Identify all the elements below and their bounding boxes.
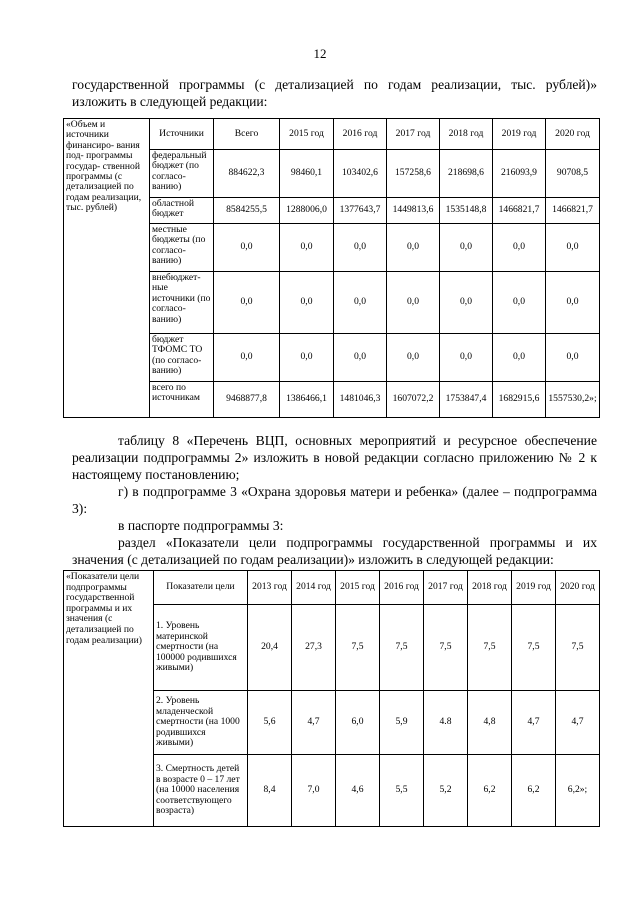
value-cell: 4.8 xyxy=(424,691,468,755)
indicator-cell: 3. Смертность детей в возрасте 0 – 17 лет (на 10000 населения соответствующего возраста) xyxy=(154,755,248,827)
total-cell: 9468877,8 xyxy=(214,382,280,418)
value-cell: 1535148,8 xyxy=(440,198,493,224)
value-cell: 7,5 xyxy=(512,605,556,691)
header-year: 2018 год xyxy=(468,571,512,605)
header-source: Источники xyxy=(150,119,214,150)
header-year: 2017 год xyxy=(387,119,440,150)
header-year: 2016 год xyxy=(334,119,387,150)
value-cell: 7,5 xyxy=(380,605,424,691)
paragraph-passport: в паспорте подпрограммы 3: xyxy=(118,518,284,533)
value-cell: 20,4 xyxy=(248,605,292,691)
value-cell: 0,0 xyxy=(280,224,334,272)
header-year: 2015 год xyxy=(280,119,334,150)
source-cell: бюджет ТФОМС ТО (по согласо- ванию) xyxy=(150,334,214,382)
indicator-cell: 1. Уровень материнской смертности (на 100000 родившихся живыми) xyxy=(154,605,248,691)
value-cell: 1466821,7 xyxy=(493,198,546,224)
value-cell: 1449813,6 xyxy=(387,198,440,224)
indicator-cell: 2. Уровень младенческой смертности (на 1000 родившихся живыми) xyxy=(154,691,248,755)
value-cell: 0,0 xyxy=(334,224,387,272)
value-cell: 98460,1 xyxy=(280,150,334,198)
value-cell: 6,2 xyxy=(468,755,512,827)
page-number: 12 xyxy=(313,46,327,61)
value-cell: 5,9 xyxy=(380,691,424,755)
value-cell: 4,6 xyxy=(336,755,380,827)
value-cell: 0,0 xyxy=(546,334,600,382)
financing-table xyxy=(63,118,600,418)
value-cell: 7,5 xyxy=(336,605,380,691)
header-year: 2015 год xyxy=(336,571,380,605)
intro-paragraph: государственной программы (с детализацией по годам реализации, тыс. рублей)» изложить в следующей редакции: xyxy=(72,77,597,109)
value-cell: 1481046,3 xyxy=(334,382,387,418)
header-year: 2020 год xyxy=(546,119,600,150)
value-cell: 0,0 xyxy=(387,224,440,272)
value-cell: 5,6 xyxy=(248,691,292,755)
table-lead-cell: «Объем и источники финансиро- вания под- программы государ- ственной программы (с детализацией по годам реализации, тыс. рублей) xyxy=(64,119,150,418)
value-cell: 8,4 xyxy=(248,755,292,827)
value-cell: 0,0 xyxy=(334,272,387,334)
value-cell: 5,2 xyxy=(424,755,468,827)
header-year: 2017 год xyxy=(424,571,468,605)
value-cell: 0,0 xyxy=(440,224,493,272)
total-cell: 8584255,5 xyxy=(214,198,280,224)
value-cell: 0,0 xyxy=(493,334,546,382)
value-cell: 1607072,2 xyxy=(387,382,440,418)
value-cell: 0,0 xyxy=(280,272,334,334)
value-cell: 27,3 xyxy=(292,605,336,691)
value-cell: 7,5 xyxy=(556,605,600,691)
value-cell: 0,0 xyxy=(493,224,546,272)
table-lead-cell: «Показатели цели подпрограммы государственной программы и их значения (с детализацией по годам реализации) xyxy=(64,571,154,827)
source-cell: местные бюджеты (по согласо- ванию) xyxy=(150,224,214,272)
value-cell: 7,5 xyxy=(424,605,468,691)
value-cell: 103402,6 xyxy=(334,150,387,198)
value-cell: 0,0 xyxy=(334,334,387,382)
value-cell: 157258,6 xyxy=(387,150,440,198)
source-cell: всего по источникам xyxy=(150,382,214,418)
table-header-row xyxy=(64,119,600,150)
source-cell: внебюджет- ные источники (по согласо- ванию) xyxy=(150,272,214,334)
header-year: 2016 год xyxy=(380,571,424,605)
total-cell: 0,0 xyxy=(214,224,280,272)
value-cell: 0,0 xyxy=(546,224,600,272)
paragraph-subprogram3: г) в подпрограмме 3 «Охрана здоровья матери и ребенка» (далее – подпрограмма 3): xyxy=(72,484,597,516)
value-cell: 0,0 xyxy=(440,334,493,382)
source-cell: областной бюджет xyxy=(150,198,214,224)
value-cell: 6,0 xyxy=(336,691,380,755)
value-cell: 90708,5 xyxy=(546,150,600,198)
total-cell: 0,0 xyxy=(214,272,280,334)
total-cell: 884622,3 xyxy=(214,150,280,198)
value-cell: 1386466,1 xyxy=(280,382,334,418)
value-cell: 7,0 xyxy=(292,755,336,827)
indicators-table xyxy=(63,570,600,827)
value-cell: 216093,9 xyxy=(493,150,546,198)
value-cell: 1288006,0 xyxy=(280,198,334,224)
value-cell: 1682915,6 xyxy=(493,382,546,418)
value-cell: 6,2 xyxy=(512,755,556,827)
header-indicator: Показатели цели xyxy=(154,571,248,605)
value-cell: 1466821,7 xyxy=(546,198,600,224)
value-cell: 4,7 xyxy=(512,691,556,755)
header-year: 2013 год xyxy=(248,571,292,605)
value-cell: 0,0 xyxy=(387,334,440,382)
header-year: 2019 год xyxy=(493,119,546,150)
value-cell: 4,8 xyxy=(468,691,512,755)
total-cell: 0,0 xyxy=(214,334,280,382)
value-cell: 4,7 xyxy=(556,691,600,755)
value-cell: 4,7 xyxy=(292,691,336,755)
header-total: Всего xyxy=(214,119,280,150)
value-cell: 7,5 xyxy=(468,605,512,691)
value-cell: 1377643,7 xyxy=(334,198,387,224)
paragraph-indicators: раздел «Показатели цели подпрограммы государственной программы и их значения (с детализацией по годам реализации)» изложить в следующей редакции: xyxy=(72,535,597,567)
value-cell: 1753847,4 xyxy=(440,382,493,418)
header-year: 2020 год xyxy=(556,571,600,605)
value-cell: 218698,6 xyxy=(440,150,493,198)
paragraph-table8: таблицу 8 «Перечень ВЦП, основных мероприятий и ресурсное обеспечение реализации подпрограммы 2» изложить в новой редакции согласно приложению № 2 к настоящему постановлению; xyxy=(72,433,597,482)
source-cell: федеральный бюджет (по согласо- ванию) xyxy=(150,150,214,198)
value-cell: 6,2»; xyxy=(556,755,600,827)
value-cell: 0,0 xyxy=(440,272,493,334)
table-header-row xyxy=(64,571,600,605)
value-cell: 0,0 xyxy=(280,334,334,382)
header-year: 2014 год xyxy=(292,571,336,605)
value-cell: 5,5 xyxy=(380,755,424,827)
header-year: 2019 год xyxy=(512,571,556,605)
header-year: 2018 год xyxy=(440,119,493,150)
value-cell: 0,0 xyxy=(546,272,600,334)
value-cell: 0,0 xyxy=(387,272,440,334)
value-cell: 1557530,2»; xyxy=(546,382,600,418)
value-cell: 0,0 xyxy=(493,272,546,334)
